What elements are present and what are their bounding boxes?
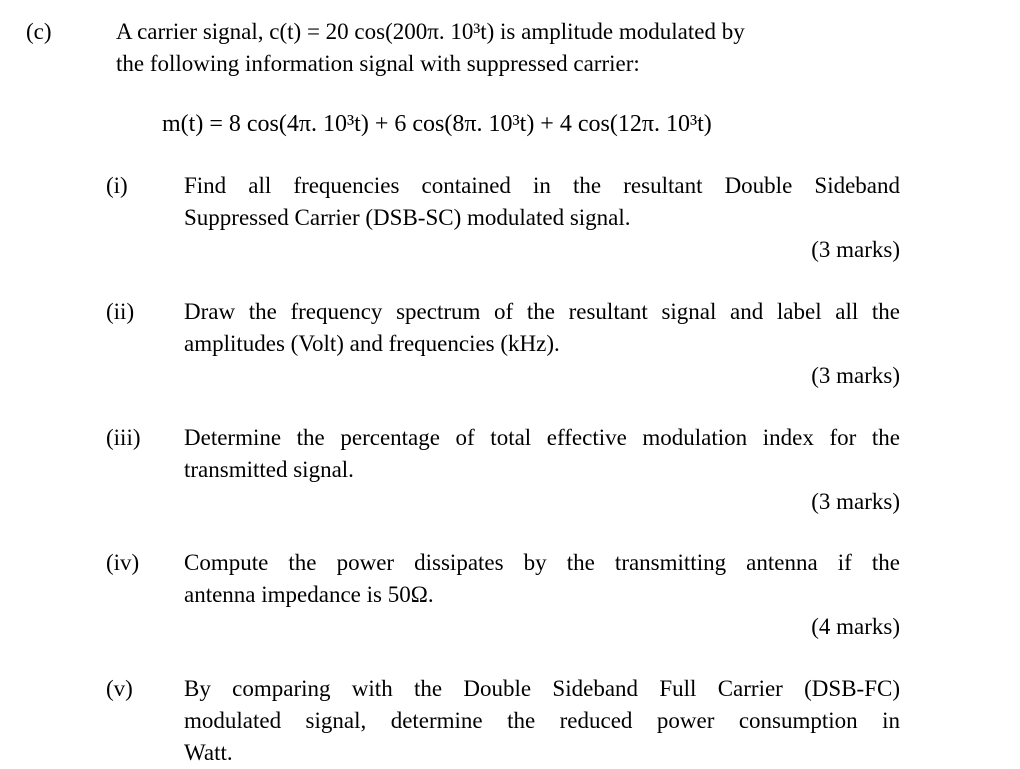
question-line: amplitudes (Volt) and frequencies (kHz). — [184, 331, 560, 356]
question-line: transmitted signal. — [184, 457, 354, 482]
question-text — [184, 170, 900, 234]
marks-label: (4 marks) — [811, 614, 900, 639]
question-label: (ii) — [106, 299, 135, 324]
question-label: (i) — [106, 173, 128, 198]
question-text — [184, 422, 900, 486]
question-label: (iii) — [106, 425, 141, 450]
question-line: Compute the power dissipates by the transmitting antenna if the — [184, 550, 900, 575]
marks-label: (3 marks) — [811, 237, 900, 262]
question-intro — [116, 16, 876, 80]
question-line: By comparing with the Double Sideband Full Carrier (DSB-FC) — [184, 676, 900, 701]
question-line: Draw the frequency spectrum of the resultant signal and label all the — [184, 299, 900, 324]
carrier-equation: c(t) = 20 cos(200π. 10³t) — [269, 19, 495, 44]
question-text — [184, 547, 900, 611]
marks-label: (3 marks) — [811, 489, 900, 514]
question-line: modulated signal, determine the reduced power consumption in — [184, 708, 900, 733]
question-line: Suppressed Carrier (DSB-SC) modulated signal. — [184, 205, 631, 230]
intro-line-2: the following information signal with suppressed carrier: — [116, 51, 640, 76]
marks-label: (3 marks) — [811, 363, 900, 388]
question-text — [184, 296, 900, 360]
question-label: (v) — [106, 676, 133, 701]
question-text — [184, 673, 900, 769]
intro-line-1-post: is amplitude modulated by — [494, 19, 745, 44]
question-line: antenna impedance is 50Ω. — [184, 582, 434, 607]
intro-line-1 — [116, 16, 876, 48]
question-line: Watt. — [184, 740, 233, 765]
intro-line-1-pre: A carrier signal, — [116, 19, 270, 44]
question-line: Determine the percentage of total effective modulation index for the — [184, 425, 900, 450]
question-label: (iv) — [106, 550, 140, 575]
part-label: (c) — [26, 19, 52, 44]
question-line: Find all frequencies contained in the resultant Double Sideband — [184, 173, 900, 198]
message-equation: m(t) = 8 cos(4π. 10³t) + 6 cos(8π. 10³t) + 4 cos(12π. 10³t) — [162, 111, 712, 137]
